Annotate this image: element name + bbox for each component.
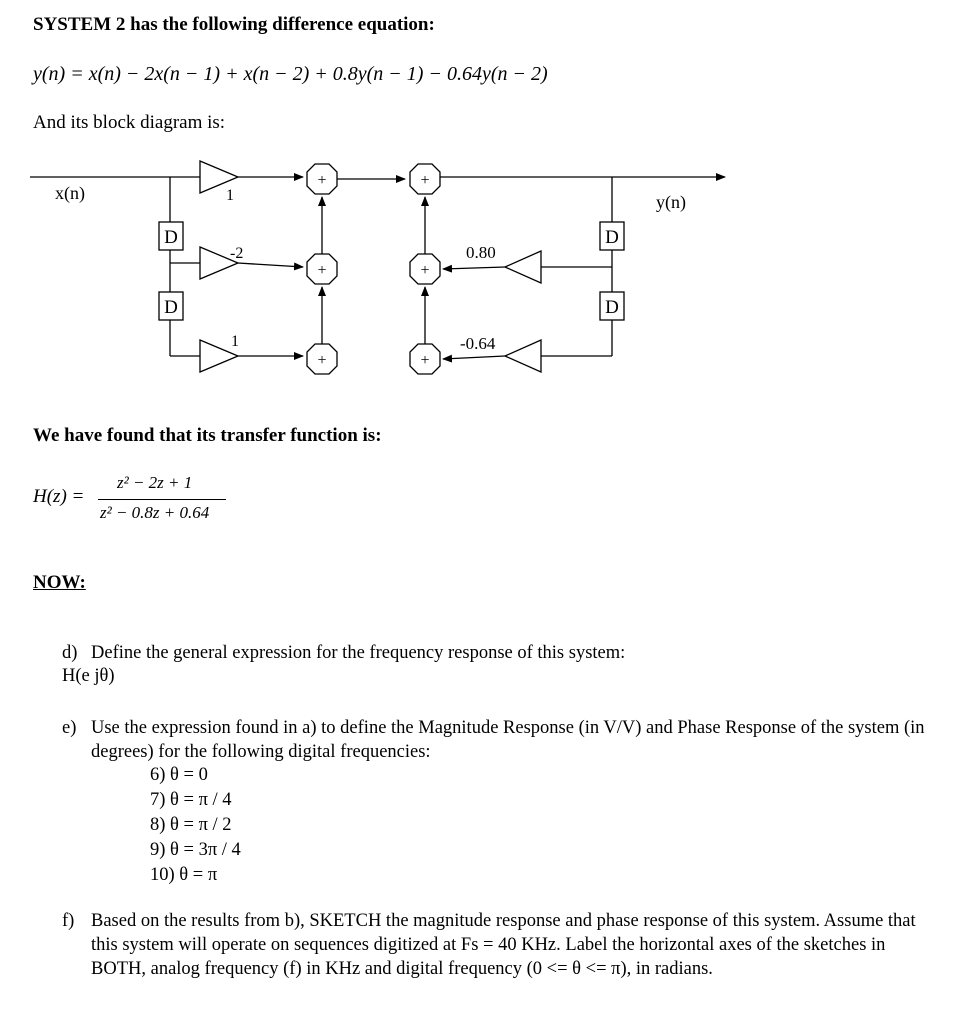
arrow-b1 <box>238 263 303 267</box>
system-title: SYSTEM 2 has the following difference equation: <box>33 14 435 35</box>
adder-symbol-mid-right: + <box>420 262 430 279</box>
fraction-bar <box>98 499 226 500</box>
arrow-a2 <box>443 356 505 359</box>
adder-symbol-top-left: + <box>317 172 327 189</box>
question-d-label: d) <box>62 643 78 663</box>
question-f <box>62 909 932 985</box>
block-diagram-intro: And its block diagram is: <box>33 112 226 133</box>
gain-label-a1: 0.80 <box>466 243 496 262</box>
adder-symbol-mid-left: + <box>317 262 327 279</box>
difference-equation: y(n) = x(n) − 2x(n − 1) + x(n − 2) + 0.8y(n − 1) − 0.64y(n − 2) <box>33 63 548 85</box>
question-d-text: Define the general expression for the frequency response of this system: <box>91 643 626 663</box>
frequency-item-10: 10) θ = π <box>150 865 218 885</box>
adder-symbol-top-right: + <box>420 172 430 189</box>
question-f-text: Based on the results from b), SKETCH the magnitude response and phase response of this system. Assume that this system will operate on sequences digitized at Fs = 40 KHz. Label the horizontal axes of the sketches in BOTH, analog frequency (f) in KHz and digital frequency (0 <= θ <= π), in radians. <box>91 911 916 979</box>
frequency-item-9: 9) θ = 3π / 4 <box>150 840 241 860</box>
delay-label-right-1: D <box>605 227 619 248</box>
question-e-label: e) <box>62 718 77 738</box>
frequency-item-7: 7) θ = π / 4 <box>150 790 232 810</box>
block-diagram <box>0 0 958 400</box>
adder-symbol-bottom-left: + <box>317 352 327 369</box>
delay-label-left-1: D <box>164 227 178 248</box>
question-e-text: Use the expression found in a) to define the Magnitude Response (in V/V) and Phase Response of the system (in degrees) for the following digital frequencies: <box>91 718 925 762</box>
gain-label-b0: 1 <box>226 187 234 204</box>
transfer-denominator: z² − 0.8z + 0.64 <box>100 503 210 522</box>
gain-label-a2: -0.64 <box>460 334 496 353</box>
input-label: x(n) <box>55 183 85 203</box>
delay-label-left-2: D <box>164 297 178 318</box>
gain-label-b2: 1 <box>231 333 239 350</box>
gain-triangle-a2 <box>505 340 541 372</box>
question-d <box>62 641 932 693</box>
frequency-response-expr: H(e jθ) <box>62 666 115 686</box>
question-f-label: f) <box>62 911 75 931</box>
transfer-function-intro: We have found that its transfer function is: <box>33 425 382 446</box>
now-label: NOW: <box>33 572 86 593</box>
delay-label-right-2: D <box>605 297 619 318</box>
adder-symbol-bottom-right: + <box>420 352 430 369</box>
frequency-item-6: 6) θ = 0 <box>150 765 208 785</box>
transfer-numerator: z² − 2z + 1 <box>117 473 193 492</box>
arrow-a1 <box>443 267 505 269</box>
gain-triangle-a1 <box>505 251 541 283</box>
gain-label-b1: -2 <box>230 245 244 262</box>
output-label: y(n) <box>656 192 686 212</box>
transfer-function-lhs: H(z) = <box>33 486 85 507</box>
frequency-item-8: 8) θ = π / 2 <box>150 815 232 835</box>
question-e <box>62 716 932 768</box>
